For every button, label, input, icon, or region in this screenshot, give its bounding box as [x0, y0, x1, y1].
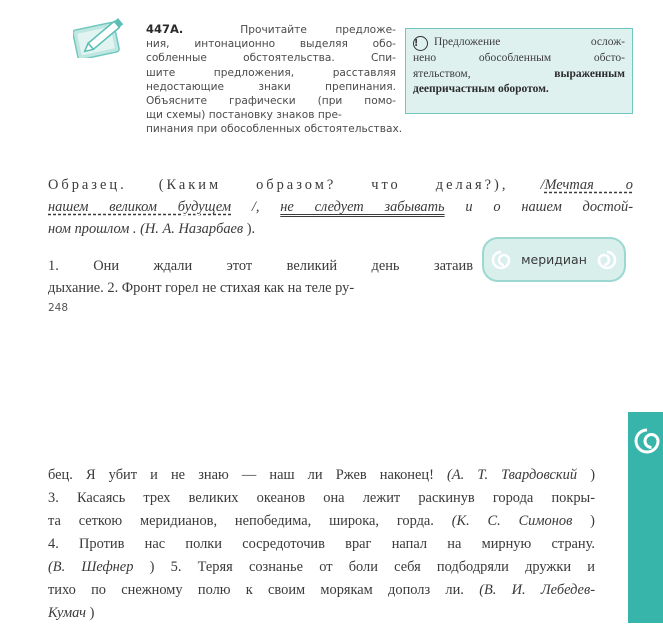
task-number: 447А. [146, 22, 184, 36]
swirl-icon [490, 249, 512, 271]
side-tab [628, 412, 663, 623]
task-instructions: 447А. Прочитайте предложе- ния, интонационно выделяя обо- собленные обстоятельства. Спи- шите предложения, расставляя недостающие знаки препинания. Объясните графически (при помо- щи схемы) постановку знаков пре- пинания при обособленных обстоятельствах. [146, 22, 403, 136]
swirl-icon [596, 249, 618, 271]
page-number: 248 [48, 302, 69, 314]
sample-block: Образец. (Каким образом? что делая?), /Мечтая о нашем великом будущем /, не следует забывать и о нашем достой- ном прошлом . (Н. А. Назарбаев ). [48, 177, 633, 237]
exercise-text-top: 1. Они ждали этот великий день затаив дыхание. 2. Фронт горел не стихая как на теле ру- [48, 258, 473, 296]
exercise-text-bottom: бец. Я убит и не знаю — наш ли Ржев наконец! (А. Т. Твардовский ) 3. Касаясь трех великих океанов она лежит раскинув города покры- та сеткою меридианов, непобедима, широка, горда. (К. С. Симонов ) 4. Против нас полки сосредоточив враг напал на мирную страну. (В. Шефнер ) 5. Теряя сознанье от боли себя подбодряли дружки и тихо по снежному полю к своим морякам дополз ли. (В. И. Лебедев- Кумач ) [48, 467, 595, 621]
meridian-tag: меридиан [482, 237, 626, 282]
rule-box: ! Предложение ослож- нено обособленным обсто- ятельством, выраженным деепричастным оборотом. [405, 28, 633, 114]
pencil-icon [73, 12, 131, 58]
exclamation-icon: ! [413, 36, 428, 51]
swirl-icon [628, 422, 663, 462]
sample-label: Образец. [48, 177, 127, 193]
